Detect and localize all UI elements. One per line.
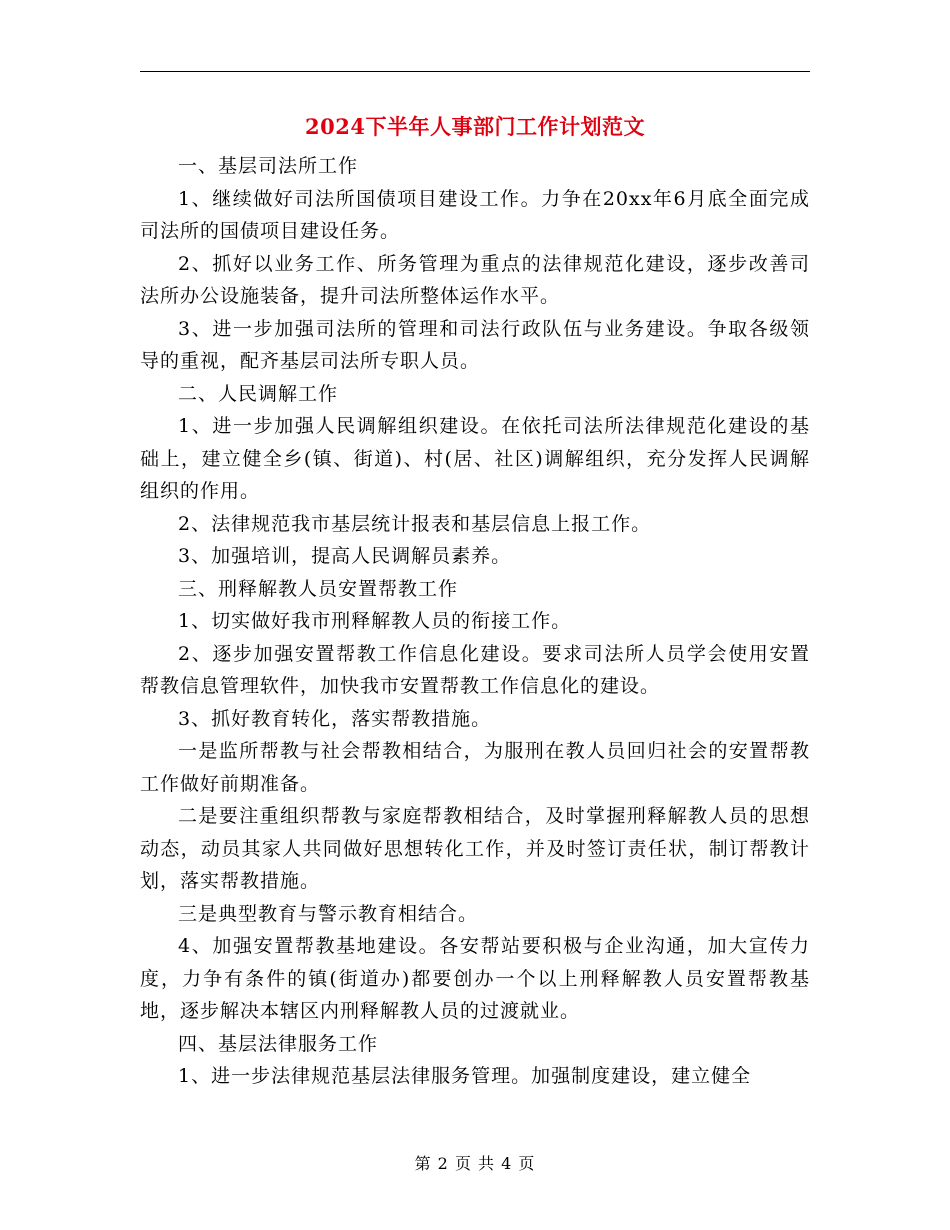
header-rule	[140, 71, 810, 72]
document-title: 2024下半年人事部门工作计划范文	[305, 114, 645, 139]
section-heading-2: 二、人民调解工作	[178, 382, 339, 405]
paragraph: 二是要注重组织帮教与家庭帮教相结合，及时掌握刑释解教人员的思想动态，动员其家人共同做好思想转化工作，并及时签订责任状，制订帮教计划，落实帮教措施。	[140, 805, 810, 892]
paragraph: 1、进一步法律规范基层法律服务管理。加强制度建设，建立健全	[178, 1065, 752, 1087]
section-heading-4: 四、基层法律服务工作	[178, 1032, 379, 1055]
paragraph: 2、抓好以业务工作、所务管理为重点的法律规范化建设，逐步改善司法所办公设施装备，提升司法所整体运作水平。	[140, 252, 810, 307]
paragraph: 一是监所帮教与社会帮教相结合，为服刑在教人员回归社会的安置帮教工作做好前期准备。	[140, 740, 810, 795]
section-heading-1: 一、基层司法所工作	[178, 155, 359, 177]
section-heading-3: 三、刑释解教人员安置帮教工作	[178, 577, 459, 600]
paragraph: 2、逐步加强安置帮教工作信息化建设。要求司法所人员学会使用安置帮教信息管理软件，加快我市安置帮教工作信息化的建设。	[140, 642, 810, 697]
paragraph: 2、法律规范我市基层统计报表和基层信息上报工作。	[178, 512, 652, 535]
page-footer: 第 2 页 共 4 页	[414, 1154, 536, 1173]
paragraph: 3、加强培训，提高人民调解员素养。	[178, 545, 512, 567]
paragraph: 3、抓好教育转化，落实帮教措施。	[178, 707, 492, 730]
paragraph: 1、进一步加强人民调解组织建设。在依托司法所法律规范化建设的基础上，建立健全乡(镇、街道)、村(居、社区)调解组织，充分发挥人民调解组织的作用。	[140, 415, 810, 502]
paragraph: 三是典型教育与警示教育相结合。	[178, 902, 479, 925]
document-body	[140, 150, 810, 1093]
paragraph: 3、进一步加强司法所的管理和司法行政队伍与业务建设。争取各级领导的重视，配齐基层司法所专职人员。	[140, 317, 810, 372]
paragraph: 4、加强安置帮教基地建设。各安帮站要积极与企业沟通，加大宣传力度，力争有条件的镇(街道办)都要创办一个以上刑释解教人员安置帮教基地，逐步解决本辖区内刑释解教人员的过渡就业。	[140, 935, 810, 1022]
paragraph: 1、切实做好我市刑释解教人员的衔接工作。	[178, 610, 572, 632]
paragraph: 1、继续做好司法所国债项目建设工作。力争在20xx年6月底全面完成司法所的国债项目建设任务。	[140, 187, 810, 242]
